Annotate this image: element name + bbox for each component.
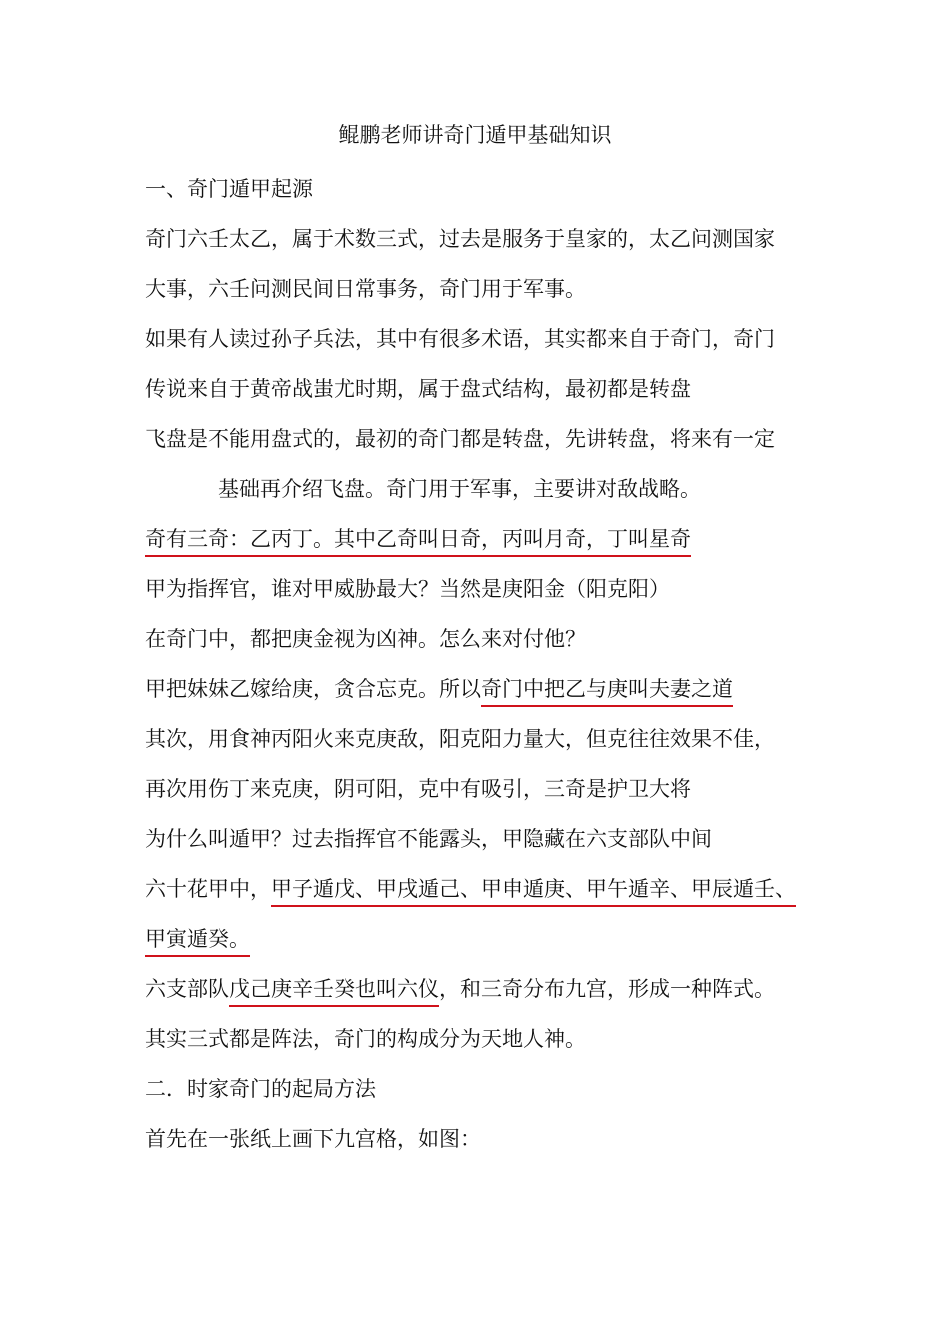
paragraph-line bbox=[145, 976, 775, 1002]
paragraph-line bbox=[145, 926, 250, 952]
underlined-phrase: 甲子遁戊、甲戌遁己、甲申遁庚、甲午遁辛、甲辰遁壬、 bbox=[271, 877, 796, 907]
underlined-phrase: 奇门中把乙与庚叫夫妻之道 bbox=[481, 677, 733, 707]
underlined-phrase: 甲寅遁癸。 bbox=[145, 927, 250, 957]
paragraph-line: 其实三式都是阵法，奇门的构成分为天地人神。 bbox=[145, 1027, 586, 1051]
paragraph-line: 如果有人读过孙子兵法，其中有很多术语，其实都来自于奇门，奇门 bbox=[145, 327, 775, 351]
paragraph-line bbox=[145, 526, 691, 552]
text-segment: 甲把妹妹乙嫁给庚，贪合忘克。所以 bbox=[145, 677, 481, 701]
underlined-phrase: 戊己庚辛壬癸也叫六仪 bbox=[229, 977, 439, 1007]
text-segment: 六十花甲中， bbox=[145, 877, 271, 901]
section-heading-method: 二．时家奇门的起局方法 bbox=[145, 1077, 376, 1101]
paragraph-line: 为什么叫遁甲？过去指挥官不能露头，甲隐藏在六支部队中间 bbox=[145, 827, 712, 851]
paragraph-line: 大事，六壬问测民间日常事务，奇门用于军事。 bbox=[145, 277, 586, 301]
paragraph-line: 传说来自于黄帝战蚩尤时期，属于盘式结构，最初都是转盘 bbox=[145, 377, 691, 401]
text-segment: ，和三奇分布九宫，形成一种阵式。 bbox=[439, 977, 775, 1001]
paragraph-line: 其次，用食神丙阳火来克庚敌，阳克阳力量大，但克往往效果不佳， bbox=[145, 727, 775, 751]
paragraph-line: 飞盘是不能用盘式的，最初的奇门都是转盘，先讲转盘，将来有一定 bbox=[145, 427, 775, 451]
paragraph-line: 再次用伤丁来克庚，阴可阳，克中有吸引，三奇是护卫大将 bbox=[145, 777, 691, 801]
section-heading-origin: 一、奇门遁甲起源 bbox=[145, 177, 313, 201]
page-title: 鲲鹏老师讲奇门遁甲基础知识 bbox=[338, 123, 612, 147]
paragraph-line: 奇门六壬太乙，属于术数三式，过去是服务于皇家的，太乙问测国家 bbox=[145, 227, 775, 251]
paragraph-line: 甲为指挥官，谁对甲威胁最大？当然是庚阳金（阳克阳） bbox=[145, 577, 670, 601]
underlined-phrase: 奇有三奇：乙丙丁。其中乙奇叫日奇，丙叫月奇，丁叫星奇 bbox=[145, 527, 691, 557]
text-segment: 六支部队 bbox=[145, 977, 229, 1001]
paragraph-line: 首先在一张纸上画下九宫格，如图： bbox=[145, 1127, 481, 1151]
paragraph-line bbox=[145, 676, 733, 702]
paragraph-line bbox=[145, 876, 796, 902]
paragraph-line: 在奇门中，都把庚金视为凶神。怎么来对付他？ bbox=[145, 627, 586, 651]
paragraph-line-indented: 基础再介绍飞盘。奇门用于军事，主要讲对敌战略。 bbox=[218, 477, 701, 501]
